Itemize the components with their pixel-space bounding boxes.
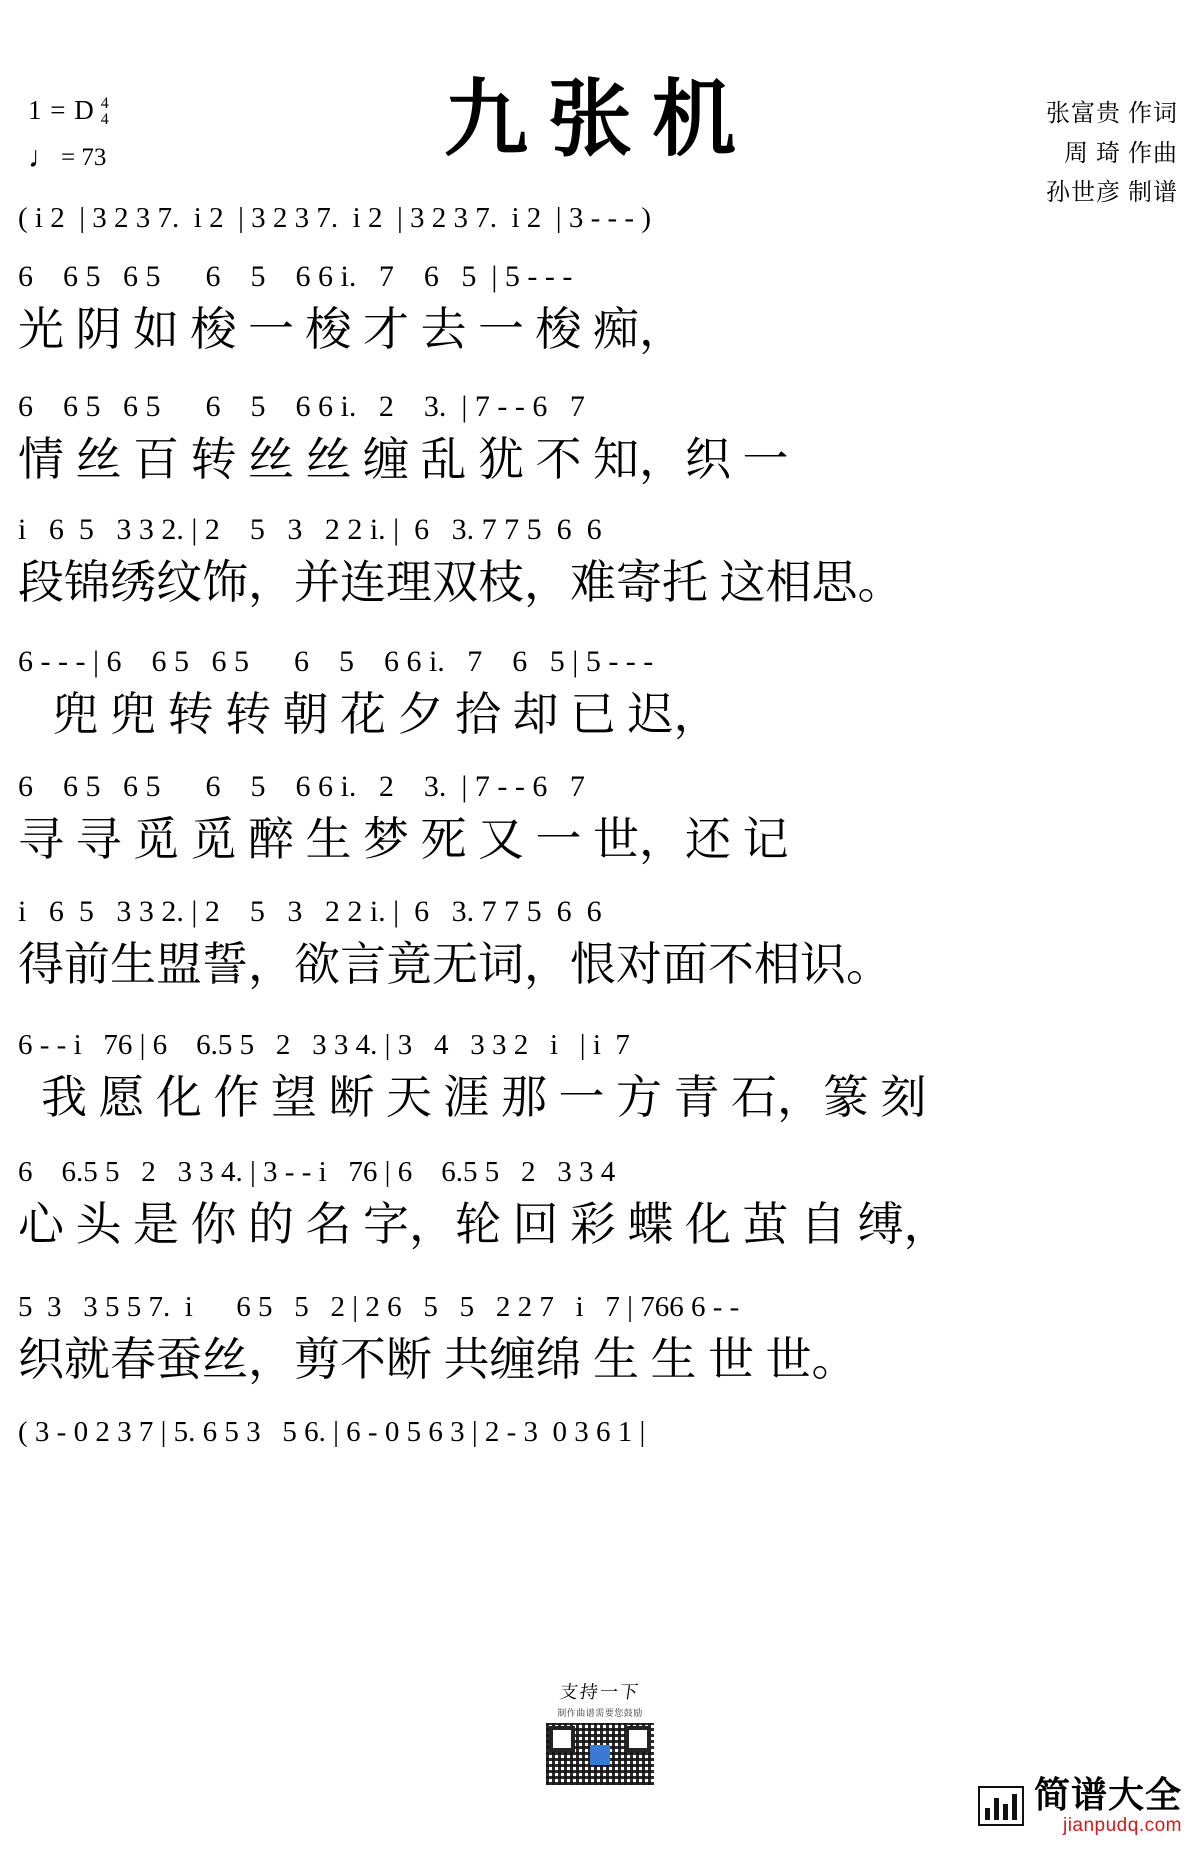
notation-line: i 6 5 3 3 2. | 2 5 3 2 2 i. | 6 3. 7 7 5 6 6 — [18, 513, 602, 546]
notation-line: i 6 5 3 3 2. | 2 5 3 2 2 i. | 6 3. 7 7 5 6 6 — [18, 895, 602, 928]
support-block — [0, 1678, 1200, 1785]
lyrics-line: 光 阴 如 梭 一 梭 才 去 一 梭 痴， — [18, 304, 685, 355]
score-system-2 — [18, 385, 1182, 491]
lyrics-line: 寻 寻 觅 觅 醉 生 梦 死 又 一 世，还 记 — [18, 814, 789, 865]
lyrics-line: 情 丝 百 转 丝 丝 缠 乱 犹 不 知，织 一 — [18, 434, 789, 485]
lyrics-line: 心 头 是 你 的 名 字，轮 回 彩 蝶 化 茧 自 缚， — [18, 1199, 950, 1250]
lyrics-line: 织就春蚕丝，剪不断 共缠绵 生 生 世 世。 — [18, 1334, 858, 1385]
page-title: 九张机 — [443, 74, 756, 167]
score-system-6 — [18, 890, 1182, 996]
key-label: 1 = D — [28, 95, 95, 125]
score-system-8 — [18, 1150, 1182, 1256]
credit-arranger: 孙世彦 制谱 — [1046, 180, 1178, 207]
lyrics-line: 兜 兜 转 转 朝 花 夕 拾 却 已 迟， — [18, 689, 720, 740]
credit-lyricist: 张富贵 作词 — [1046, 101, 1178, 127]
site-brand[interactable] — [978, 1777, 1182, 1835]
lyrics-line: 得前生盟誓，欲言竟无词，恨对面不相识。 — [18, 939, 892, 990]
notation-line: 6 6 5 6 5 6 5 6 6 i. 2 3. | 7 - - 6 7 — [18, 770, 585, 803]
brand-bar — [1012, 1794, 1017, 1820]
notation-line: 6 - - i 76 | 6 6.5 5 2 3 3 4. | 3 4 3 3 2 i | i 7 — [18, 1029, 630, 1061]
score-system-5 — [18, 765, 1182, 871]
brand-bar — [994, 1798, 999, 1820]
brand-name: 简谱大全 — [1033, 1775, 1182, 1815]
score-system-7 — [18, 1023, 1182, 1129]
notation-line: 5 3 3 5 5 7. i 6 5 5 2 | 2 6 5 5 2 2 7 i 7 | 766 6 - - — [18, 1291, 740, 1323]
brand-bar — [985, 1808, 990, 1820]
support-subtext: 制作曲谱需要您鼓励 — [557, 1708, 643, 1718]
notation-line: ( 3 - 0 2 3 7 | 5. 6 5 3 5 6. | 6 - 0 5 6 3 | 2 - 3 0 3 6 1 | — [18, 1416, 646, 1448]
lyrics-line: 段锦绣纹饰，并连理双枝，难寄托 这相思。 — [18, 557, 904, 608]
score-system-intro — [18, 196, 1182, 240]
notation-line: 6 - - - | 6 6 5 6 5 6 5 6 6 i. 7 6 5 | 5 - - - — [18, 645, 654, 678]
qr-code-icon[interactable] — [546, 1723, 654, 1785]
notation-line: 6 6 5 6 5 6 5 6 6 i. 7 6 5 | 5 - - - — [18, 260, 573, 293]
score-system-outro — [18, 1410, 1182, 1454]
brand-url: jianpudq.com — [1062, 1815, 1182, 1836]
support-label: 支持一下 — [558, 1682, 642, 1702]
tempo-value: = 73 — [61, 144, 107, 171]
time-signature-top: 4 — [100, 95, 110, 112]
brand-logo-icon — [978, 1786, 1024, 1826]
qr-center-marker — [590, 1745, 610, 1765]
score-system-3 — [18, 508, 1182, 614]
brand-text — [1034, 1777, 1182, 1835]
score-system-1 — [18, 255, 1182, 361]
brand-bar — [1003, 1804, 1008, 1820]
notation-line: ( i 2 | 3 2 3 7. i 2 | 3 2 3 7. i 2 | 3 2 3 7. i 2 | 3 - - - ) — [18, 202, 651, 234]
time-signature-bottom: 4 — [100, 111, 110, 128]
notation-line: 6 6 5 6 5 6 5 6 6 i. 2 3. | 7 - - 6 7 — [18, 390, 585, 423]
credit-composer: 周 琦 作曲 — [1064, 140, 1178, 167]
score-system-4 — [18, 640, 1182, 746]
lyrics-line: 我 愿 化 作 望 断 天 涯 那 一 方 青 石，篆 刻 — [18, 1072, 927, 1123]
quarter-note-icon: ♩ — [28, 141, 58, 174]
notation-line: 6 6.5 5 2 3 3 4. | 3 - - i 76 | 6 6.5 5 2 3 3 4 — [18, 1156, 616, 1188]
score-system-9 — [18, 1285, 1182, 1391]
